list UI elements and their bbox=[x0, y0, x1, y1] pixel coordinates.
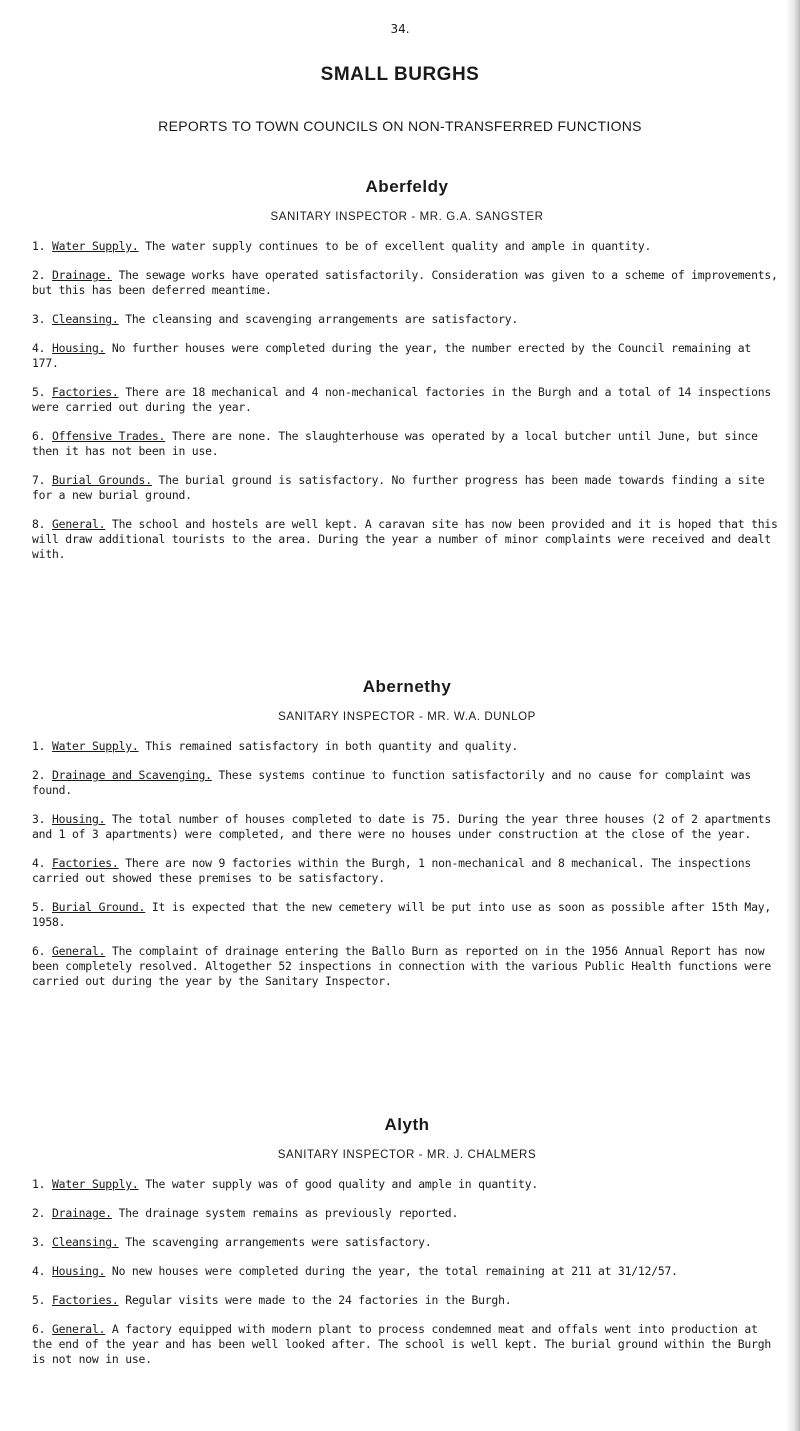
item-heading: Factories. bbox=[52, 1293, 119, 1307]
item-text: The water supply continues to be of excellent quality and ample in quantity. bbox=[138, 239, 652, 253]
item-number: 3. bbox=[32, 812, 46, 826]
item-number: 5. bbox=[32, 900, 46, 914]
item-text: This remained satisfactory in both quantity and quality. bbox=[138, 739, 519, 753]
item-text: These systems continue to function satisfactorily and no cause for complaint was found. bbox=[32, 768, 752, 797]
page-title: SMALL BURGHS bbox=[320, 64, 480, 85]
item-number: 6. bbox=[32, 944, 46, 958]
report-item bbox=[32, 1206, 782, 1221]
item-heading: General. bbox=[52, 517, 106, 531]
item-number: 6. bbox=[32, 429, 46, 443]
item-number: 4. bbox=[32, 341, 46, 355]
item-number: 2. bbox=[32, 268, 46, 282]
report-item bbox=[32, 856, 782, 886]
item-number: 8. bbox=[32, 517, 46, 531]
item-number: 7. bbox=[32, 473, 46, 487]
item-heading: Drainage. bbox=[52, 268, 112, 282]
item-heading: Offensive Trades. bbox=[52, 429, 166, 443]
report-item bbox=[32, 739, 782, 754]
inspector-line: SANITARY INSPECTOR - MR. J. CHALMERS bbox=[277, 1149, 537, 1161]
item-text: The drainage system remains as previously reported. bbox=[111, 1206, 459, 1220]
report-item bbox=[32, 1322, 782, 1367]
item-number: 5. bbox=[32, 1293, 46, 1307]
section-aberfeldy bbox=[32, 177, 782, 576]
item-heading: Drainage. bbox=[52, 1206, 112, 1220]
item-text: The complaint of drainage entering the Ballo Burn as reported on in the 1956 Annual Report has now been completely resolved. Altogether 52 inspections in connection with the various Public Health functions were carried out during the year by the Sanitary Inspector. bbox=[32, 944, 772, 988]
item-text: There are none. The slaughterhouse was operated by a local butcher until June, but since then it has not been in use. bbox=[32, 429, 758, 458]
item-heading: Housing. bbox=[52, 1264, 106, 1278]
report-item bbox=[32, 385, 782, 415]
item-heading: Cleansing. bbox=[52, 312, 119, 326]
item-heading: Drainage and Scavenging. bbox=[52, 768, 212, 782]
item-text: The school and hostels are well kept. A caravan site has now been provided and it is hoped that this will draw additional tourists to the area. During the year a number of minor complaints were received and dealt with. bbox=[32, 517, 778, 561]
item-text: Regular visits were made to the 24 factories in the Burgh. bbox=[118, 1293, 512, 1307]
item-heading: Cleansing. bbox=[52, 1235, 119, 1249]
item-heading: Burial Ground. bbox=[52, 900, 146, 914]
item-number: 1. bbox=[32, 1177, 46, 1191]
report-item bbox=[32, 1264, 782, 1279]
section-alyth bbox=[32, 1115, 782, 1381]
item-text: There are 18 mechanical and 4 non-mechanical factories in the Burgh and a total of 14 inspections were carried out during the year. bbox=[32, 385, 772, 414]
report-item bbox=[32, 1177, 782, 1192]
item-number: 6. bbox=[32, 1322, 46, 1336]
item-text: There are now 9 factories within the Burgh, 1 non-mechanical and 8 mechanical. The inspections carried out showed these premises to be satisfactory. bbox=[32, 856, 752, 885]
section-abernethy bbox=[32, 677, 782, 1003]
report-item bbox=[32, 473, 782, 503]
report-item bbox=[32, 239, 782, 254]
item-heading: Factories. bbox=[52, 385, 119, 399]
report-item bbox=[32, 341, 782, 371]
item-heading: Housing. bbox=[52, 812, 106, 826]
report-item bbox=[32, 1293, 782, 1308]
item-number: 3. bbox=[32, 1235, 46, 1249]
item-text: The cleansing and scavenging arrangements are satisfactory. bbox=[118, 312, 519, 326]
inspector-line: SANITARY INSPECTOR - MR. W.A. DUNLOP bbox=[278, 711, 536, 723]
report-item bbox=[32, 768, 782, 798]
item-heading: General. bbox=[52, 944, 106, 958]
report-item bbox=[32, 517, 782, 562]
item-text: The burial ground is satisfactory. No further progress has been made towards finding a site for a new burial ground. bbox=[32, 473, 765, 502]
item-number: 2. bbox=[32, 1206, 46, 1220]
report-item bbox=[32, 312, 782, 327]
item-number: 3. bbox=[32, 312, 46, 326]
item-heading: Water Supply. bbox=[52, 739, 139, 753]
report-item bbox=[32, 944, 782, 989]
item-number: 5. bbox=[32, 385, 46, 399]
page-edge-shadow bbox=[786, 0, 800, 1431]
item-text: The total number of houses completed to date is 75. During the year three houses (2 of 2 apartments and 1 of 3 apartments) were completed, and there were no houses under construction at the close of the year. bbox=[32, 812, 772, 841]
report-item bbox=[32, 1235, 782, 1250]
item-number: 4. bbox=[32, 1264, 46, 1278]
item-number: 4. bbox=[32, 856, 46, 870]
item-heading: Housing. bbox=[52, 341, 106, 355]
page-subtitle: REPORTS TO TOWN COUNCILS ON NON-TRANSFERRED FUNCTIONS bbox=[158, 118, 642, 134]
item-text: A factory equipped with modern plant to process condemned meat and offals went into production at the end of the year and has been well looked after. The school is well kept. The burial ground within the Burgh is not now in use. bbox=[32, 1322, 772, 1366]
burgh-name: Alyth bbox=[384, 1115, 430, 1134]
item-heading: Factories. bbox=[52, 856, 119, 870]
item-number: 1. bbox=[32, 239, 46, 253]
item-text: It is expected that the new cemetery will be put into use as soon as possible after 15th May, 1958. bbox=[32, 900, 772, 929]
inspector-line: SANITARY INSPECTOR - MR. G.A. SANGSTER bbox=[270, 211, 544, 223]
item-heading: Water Supply. bbox=[52, 239, 139, 253]
item-text: The sewage works have operated satisfactorily. Consideration was given to a scheme of improvements, but this has been deferred meantime. bbox=[32, 268, 778, 297]
page-number: 34. bbox=[390, 22, 410, 36]
burgh-name: Aberfeldy bbox=[365, 177, 449, 196]
report-item bbox=[32, 268, 782, 298]
report-item bbox=[32, 900, 782, 930]
item-text: No further houses were completed during the year, the number erected by the Council remaining at 177. bbox=[32, 341, 752, 370]
item-number: 2. bbox=[32, 768, 46, 782]
item-number: 1. bbox=[32, 739, 46, 753]
item-heading: Water Supply. bbox=[52, 1177, 139, 1191]
item-heading: General. bbox=[52, 1322, 106, 1336]
item-text: No new houses were completed during the year, the total remaining at 211 at 31/12/57. bbox=[105, 1264, 678, 1278]
item-text: The water supply was of good quality and ample in quantity. bbox=[138, 1177, 539, 1191]
report-item bbox=[32, 429, 782, 459]
report-item bbox=[32, 812, 782, 842]
burgh-name: Abernethy bbox=[362, 677, 452, 696]
item-heading: Burial Grounds. bbox=[52, 473, 152, 487]
item-text: The scavenging arrangements were satisfactory. bbox=[118, 1235, 432, 1249]
